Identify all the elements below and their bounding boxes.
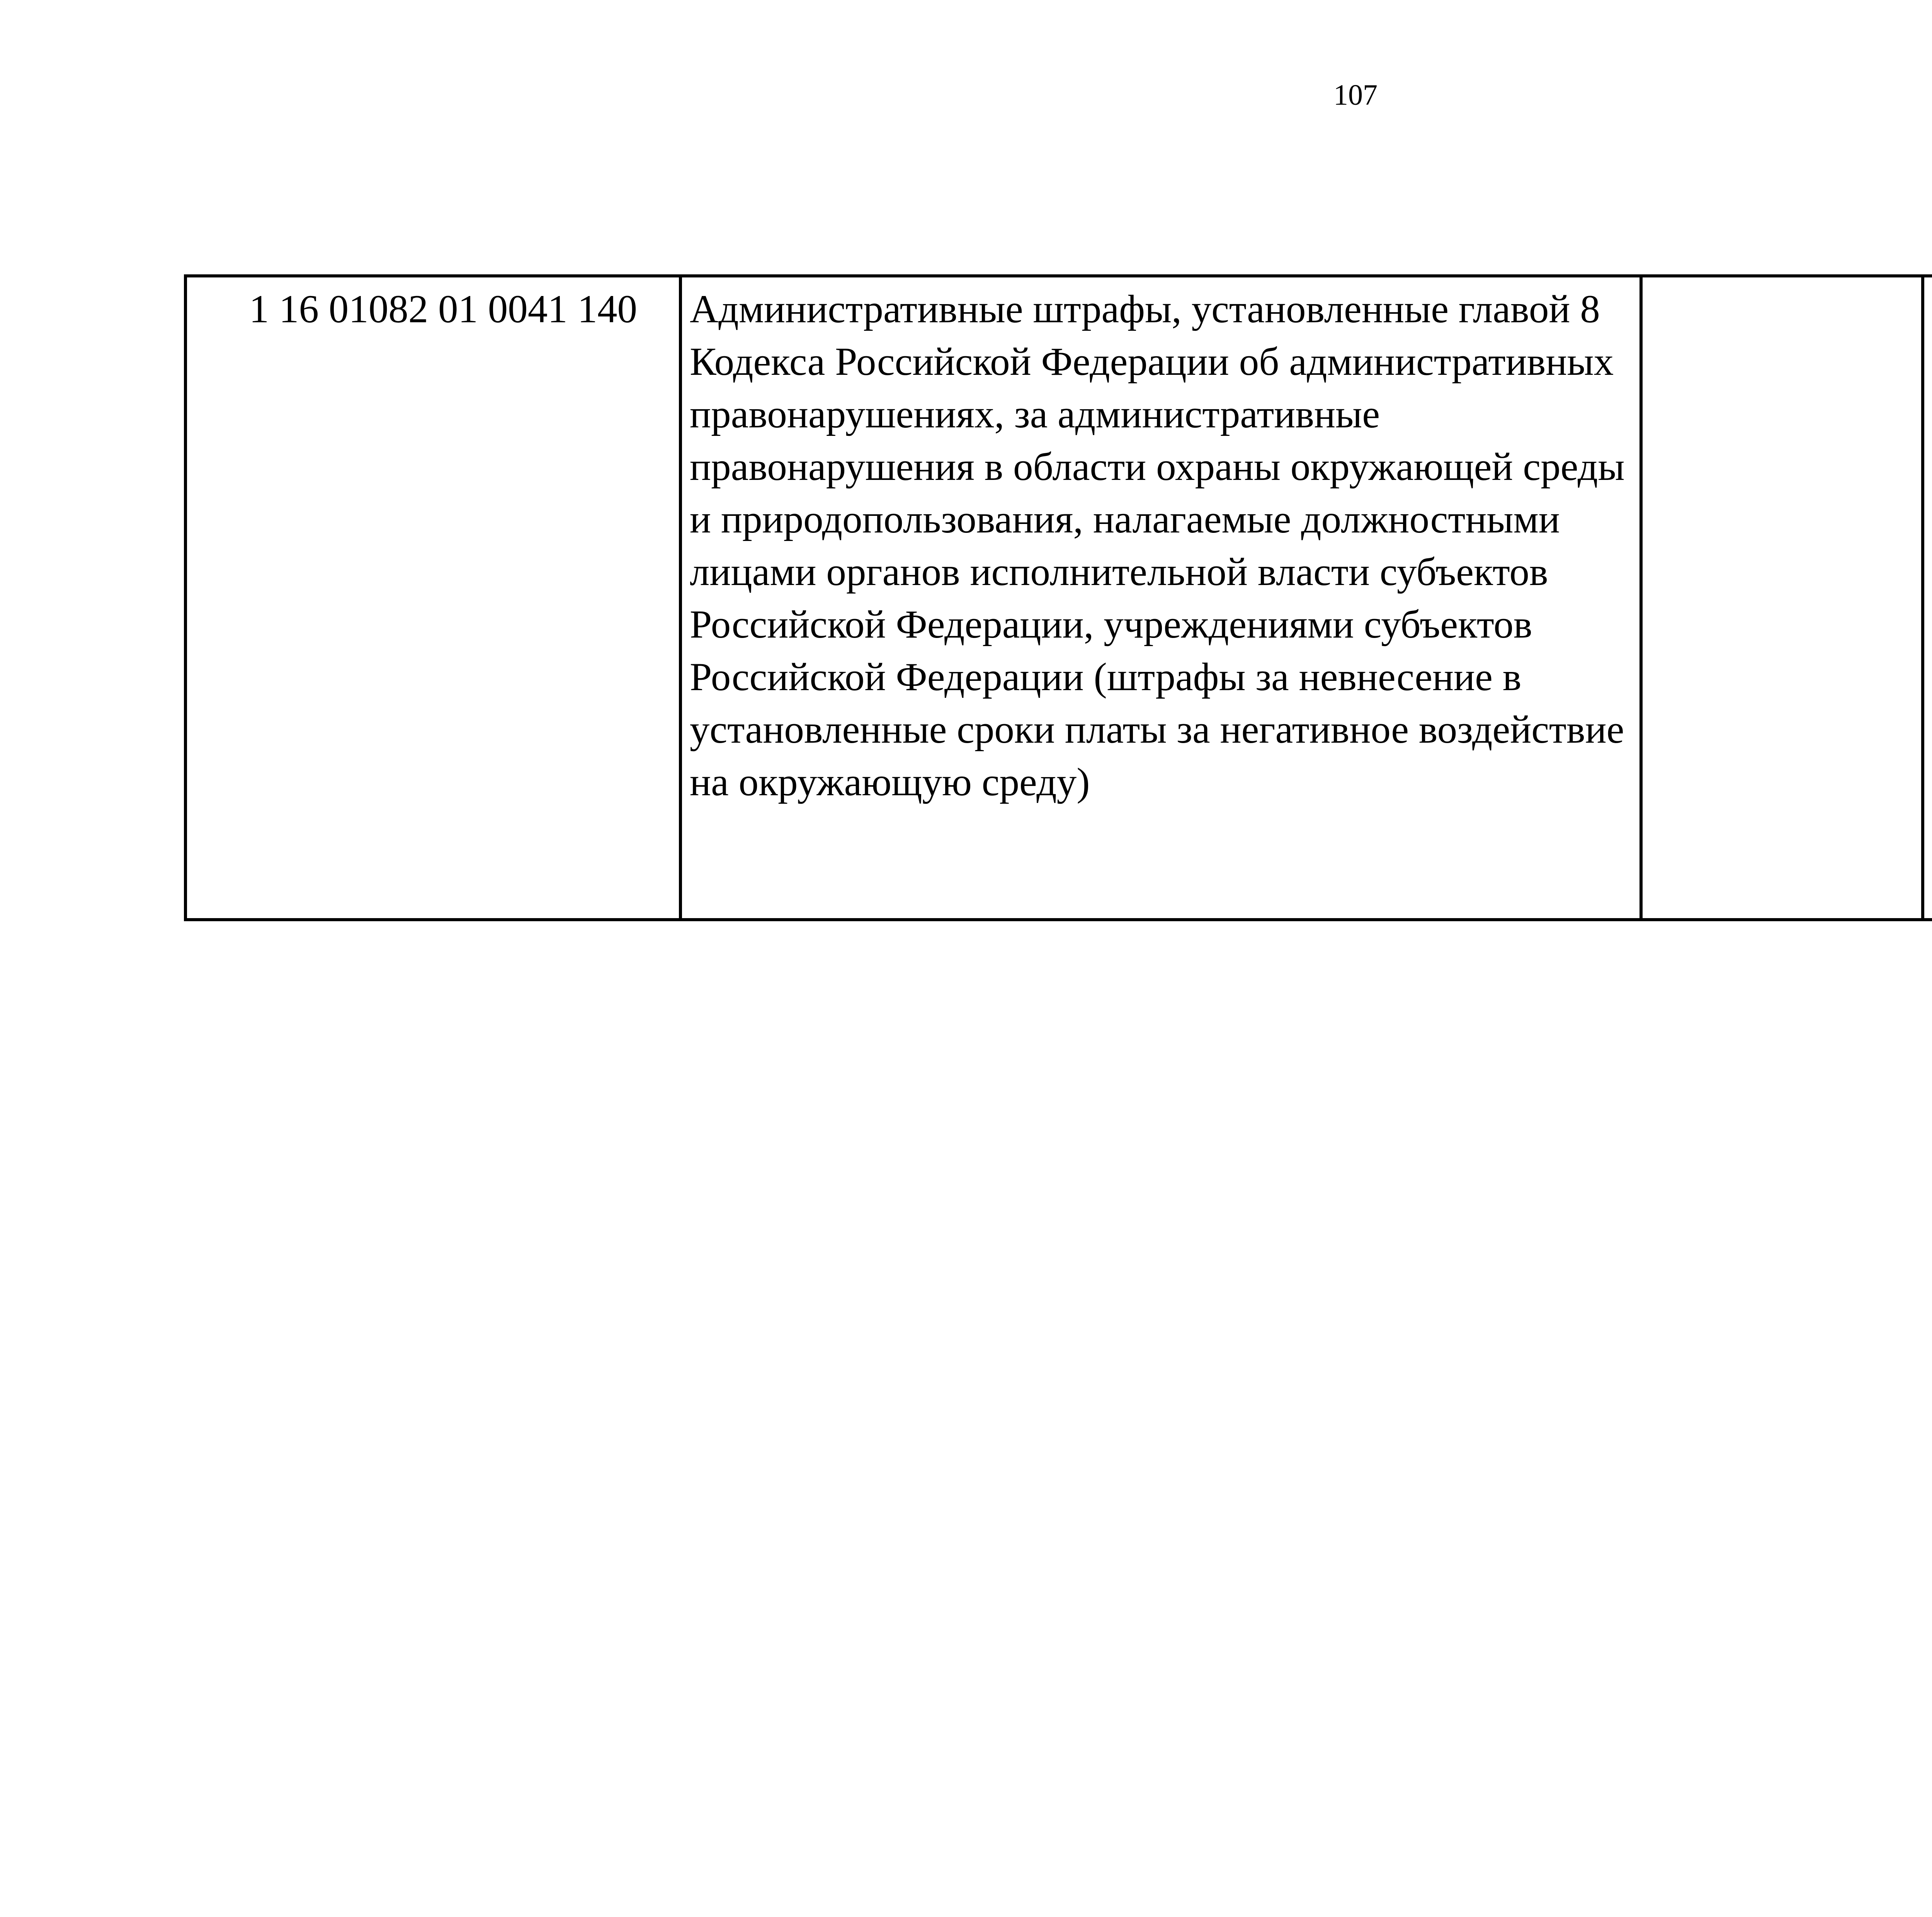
table-row [185,276,1932,920]
budget-code-cell: 1 16 01082 01 0041 140 [185,276,680,920]
value-cell-2 [1923,276,1932,920]
value-cell-1 [1641,276,1923,920]
budget-table [184,274,1932,921]
revenue-name-cell: Административные штрафы, установленные главой 8 Кодекса Российской Федерации об административных правонарушениях, за административные правонарушения в области охраны окружающей среды и природопользования, налагаемые должностными лицами органов исполнительной власти субъектов Российской Федерации, учреждениями субъектов Российской Федерации (штрафы за невнесение в установленные сроки платы за негативное воздействие на окружающую среду) [680,276,1641,920]
page-number: 107 [1333,79,1378,111]
